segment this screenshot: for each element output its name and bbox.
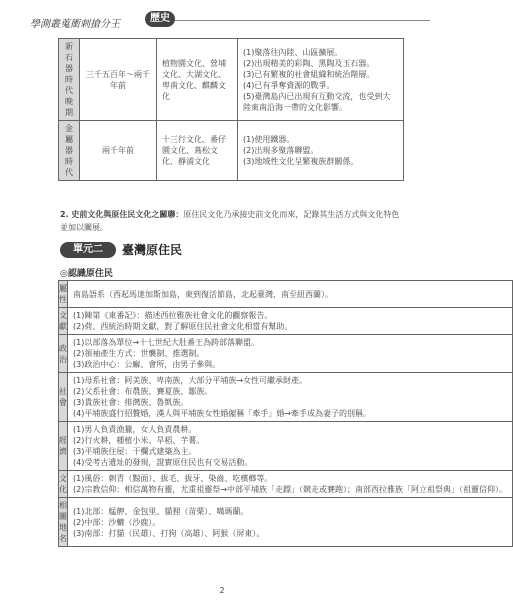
section-heading: ◎認識原住民: [60, 269, 113, 279]
feature-line: (2)出現多聚落聯盟。: [243, 146, 319, 155]
note-text: 原住民文化乃承接史前文化而來，記錄其生活方式與文化特色並加以闡展。: [60, 210, 400, 232]
content-line: (2)荷、西統治時期文獻，對了解原住民社會文化相當有幫助。: [73, 322, 293, 331]
features-cell: [238, 39, 404, 121]
period-char: 屬: [65, 135, 73, 144]
period-char: 新: [65, 42, 73, 51]
period-char: 晚: [65, 97, 73, 106]
content-line: (3)南部：打貓（民雄）、打狗（高雄）、阿猴（屏東）。: [73, 528, 265, 538]
indigenous-table: [58, 280, 513, 547]
culture-cell: 十三行文化、番仔園文化、蔦松文化、靜浦文化: [157, 121, 238, 181]
row-content: [68, 471, 513, 498]
content-line: (1)陳第《東番記》：描述西拉雅族社會文化的觀察報告。: [73, 311, 273, 320]
content-line: (2)中部：沙轆（沙鹿）。: [73, 517, 161, 527]
content-line: (2)行火耕，種植小米、旱稻、芋薯。: [73, 436, 205, 445]
content-line: (1)北部：艋舺、金包里、貓狸（苗栗）、噶瑪蘭。: [73, 506, 249, 516]
content-line: (1)風俗：刺青（黥面）、拔毛、拔牙、染齒、吃檳榔等。: [73, 474, 273, 483]
row-content: [68, 498, 513, 547]
content-line: (3)貴族社會：排灣族、魯凱族。: [73, 398, 189, 407]
period-char: 代: [65, 168, 73, 177]
period-char: 金: [65, 124, 73, 133]
period-cell: [59, 39, 80, 121]
period-char: 期: [65, 108, 73, 117]
period-cell: [59, 121, 80, 181]
content-line: (1)母系社會：阿美族、卑南族，大部分平埔族→女性可繼承財產。: [73, 376, 308, 385]
row-content: [68, 373, 513, 422]
unit-badge: 單元二: [60, 242, 116, 258]
row-content: [68, 335, 513, 373]
table-row: [59, 281, 513, 308]
row-label: 文獻: [59, 308, 68, 335]
row-label: 屬性: [59, 281, 68, 308]
row-label: 社會: [59, 373, 68, 422]
content-line: (1)男人負責漁獵，女人負責農耕。: [73, 425, 197, 434]
table-row: [59, 498, 513, 547]
table-row: [59, 121, 404, 181]
note-paragraph: [60, 208, 405, 234]
culture-cell: 植物園文化、營埔文化、大湖文化、卑南文化、麒麟文化: [157, 39, 238, 121]
row-label: 政治: [59, 335, 68, 373]
page-header: [30, 10, 430, 32]
feature-line: (2)出現精美的彩陶、黑陶及玉石器。: [243, 58, 375, 68]
table-row: [59, 471, 513, 498]
content-line: (4)平埔族盛行招贅婚，漢人與平埔族女性婚僱稱「牽手」婚→牽手成為妻子的別稱。: [73, 409, 372, 418]
table-row: [59, 335, 513, 373]
table-row: [59, 422, 513, 471]
content-line: (4)受考古遺址的發現，證實原住民也有交易活動。: [73, 458, 253, 467]
table-row: [59, 373, 513, 422]
content-line: (2)宗教信仰：相信萬物有靈，尤重祖靈祭→中部平埔族「走鏢」（競走或賽跑）；南部西拉雅族「阿立祖祭典」（祖靈信仰）。: [73, 485, 508, 494]
feature-line: (5)臺灣島內已出現有互動交流，也受到大陸東南沿海一帶的文化影響。: [243, 91, 391, 112]
feature-line: (4)已有爭奪資源的戰爭。: [243, 80, 335, 90]
content-line: (3)政治中心：公廨、會所，由男子參與。: [73, 360, 221, 369]
row-label: 經濟: [59, 422, 68, 471]
series-title: 學測叢蒐衝刺搶分王: [30, 19, 120, 30]
feature-line: (3)地域性文化呈繁複族群關係。: [243, 157, 359, 166]
table-row: [59, 308, 513, 335]
period-char: 器: [65, 146, 73, 155]
row-content: [68, 308, 513, 335]
row-content: [68, 281, 513, 308]
row-content: [68, 422, 513, 471]
page-number: 2: [219, 586, 225, 595]
table-row: [59, 39, 404, 121]
period-char: 器: [65, 64, 73, 73]
row-label: 文化: [59, 471, 68, 498]
content-line: (1)以部落為單位→十七世紀大肚番王為跨部落聯盟。: [73, 338, 260, 347]
content-line: (2)父系社會：布農族、賽夏族、鄒族。: [73, 387, 213, 396]
period-char: 代: [65, 86, 73, 95]
unit-title: 臺灣原住民: [122, 243, 183, 257]
features-cell: [238, 121, 404, 181]
header-rule: [175, 20, 430, 21]
row-label: 相關地名: [59, 498, 68, 547]
content-line: (2)領袖產生方式：世襲制、推選制。: [73, 349, 205, 358]
content-line: (3)平埔族住屋：干欄式建築為主。: [73, 447, 197, 456]
time-cell: 兩千年前: [80, 121, 157, 181]
note-lead: 2. 史前文化與原住民文化之關聯：: [60, 210, 184, 219]
feature-line: (1)聚落往內陸、山區擴展。: [243, 47, 343, 57]
content-line: 南島語系（西起馬達加斯加島，東到復活節島，北起臺灣，南至紐西蘭）。: [73, 289, 333, 299]
period-char: 石: [65, 53, 73, 62]
prehistory-table: [58, 38, 404, 181]
subject-badge: 歷史: [145, 11, 175, 27]
period-char: 時: [65, 157, 73, 166]
period-char: 時: [65, 75, 73, 84]
time-cell: 三千五百年～兩千年前: [80, 39, 157, 121]
feature-line: (1)使用鐵器。: [243, 135, 295, 144]
feature-line: (3)已有繁複的社會組織和統治階層。: [243, 69, 375, 79]
